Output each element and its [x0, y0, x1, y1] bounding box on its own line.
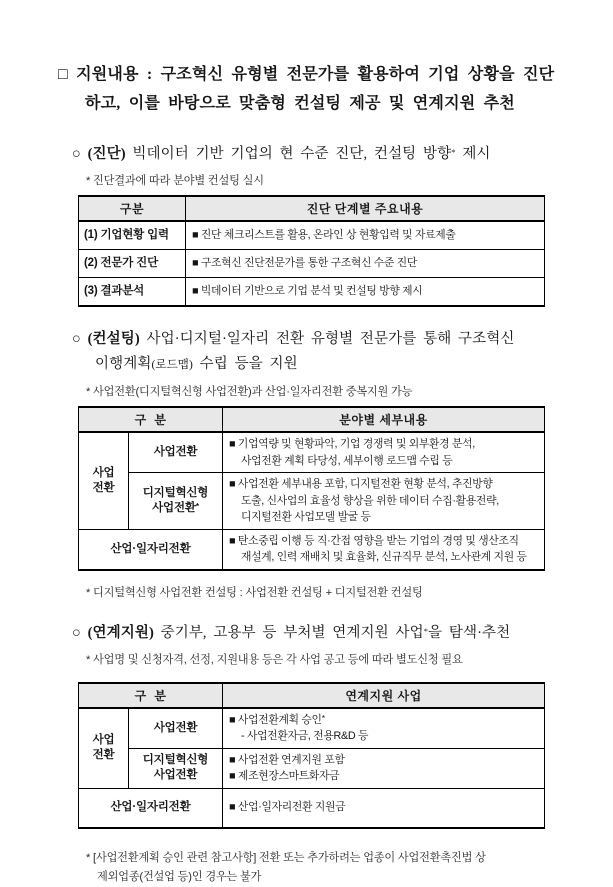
circle-bullet-icon: ○ — [72, 331, 81, 347]
row-label-line: 디지털혁신형 — [142, 754, 209, 766]
content-line: 디지털전환 사업모델 발굴 등 — [241, 511, 371, 523]
content-line: ■ 기업역량 및 현황파악, 기업 경쟁력 및 외부환경 분석, — [229, 438, 475, 450]
row-content — [223, 708, 545, 749]
footnote-linked: * 사업명 및 신청자격, 선정, 지원내용 등은 각 사업 공고 등에 따라 별도신청 필요 — [86, 653, 463, 666]
heading-consulting-line1 — [72, 327, 613, 352]
bottom-note — [86, 849, 613, 887]
table-row — [79, 708, 545, 749]
title-section — [58, 60, 573, 118]
row-content — [223, 529, 545, 570]
content-line: - 사업전환자금, 전용R&D 등 — [241, 730, 369, 742]
row-content: ■ 빅데이터 기반으로 기업 분석 및 컨설팅 방향 제시 — [186, 278, 545, 307]
linked-header-category: 구 분 — [79, 683, 223, 708]
group-label-business-transition — [79, 432, 129, 529]
heading-consulting-text: 사업·디지털·일자리 전환 유형별 전문가를 통해 구조혁신 — [139, 331, 515, 347]
content-line: 도출, 신사업의 효율성 향상을 위한 데이터 수집·활용전략, — [241, 494, 499, 507]
roadmap-paren-text: (로드맵) — [151, 359, 193, 371]
table-row — [79, 748, 545, 788]
content-line: 사업전환 계획 타당성, 세부이행 로드맵 수립 등 — [241, 454, 453, 467]
row-label-line — [131, 501, 220, 516]
content-line: 재설계, 인력 재배치 및 효율화, 신규직무 분석, 노사관계 지원 등 — [241, 551, 527, 563]
linked-table-header-row — [79, 683, 545, 708]
row-label-line: 사업전환 — [153, 769, 198, 781]
diagnosis-header-category: 구분 — [79, 196, 186, 221]
row-label: 산업·일자리전환 — [79, 529, 223, 570]
consulting-header-content: 분야별 세부내용 — [223, 407, 545, 432]
consulting-header-category: 구 분 — [79, 407, 223, 432]
table-row — [79, 250, 545, 278]
table-row — [79, 788, 545, 828]
asterisk-superscript: * — [321, 712, 325, 723]
table-row — [79, 529, 545, 570]
consulting-table-header-row — [79, 407, 545, 432]
bottom-note-line2: 제외업종(건설업 등)인 경우는 불가 — [97, 870, 262, 883]
group-label-line: 전환 — [92, 481, 115, 494]
title-text: : 구조혁신 유형별 전문가를 활용하여 기업 상황을 진단 — [138, 66, 555, 83]
asterisk-superscript: * — [195, 500, 199, 511]
row-label — [129, 473, 223, 530]
row-label: 산업·일자리전환 — [79, 788, 223, 828]
footnote-consulting-2: * 디지털혁신형 사업전환 컨설팅 : 사업전환 컨설팅 + 디지털전환 컨설팅 — [86, 586, 423, 599]
content-line: ■ 사업전환 세부내용 포함, 디지털전환 현황 분석, 추진방향 — [229, 478, 493, 490]
row-label-text: 사업전환 — [152, 501, 196, 514]
content-line: ■ 제조현장스마트화자금 — [229, 770, 340, 782]
heading-linked-text-end: 을 탐색·추천 — [428, 624, 511, 641]
row-content — [223, 432, 545, 473]
asterisk-superscript: * — [423, 625, 429, 636]
asterisk-superscript: * — [451, 147, 456, 157]
row-label-line: 디지털혁신형 — [142, 486, 209, 499]
heading-linked-support — [72, 621, 613, 646]
row-content — [223, 473, 545, 530]
linked-support-table — [78, 682, 545, 829]
heading-linked-label: (연계지원) — [87, 624, 154, 641]
content-line: ■ 사업전환 연계지원 포함 — [229, 753, 345, 766]
heading-consulting — [72, 327, 613, 378]
title-label: 지원내용 — [76, 66, 139, 83]
row-label: (1) 기업현황 입력 — [79, 221, 186, 250]
title-line1 — [58, 60, 573, 89]
heading-diagnosis-text: 빅데이터 기반 기업의 현 수준 진단, 컨설팅 방향 — [125, 146, 452, 162]
consulting-table — [78, 406, 545, 571]
heading-diagnosis-label: (진단) — [87, 146, 126, 162]
group-label-line: 전환 — [92, 749, 115, 761]
row-label: 사업전환 — [129, 708, 223, 749]
table-row — [79, 221, 545, 250]
row-content — [223, 748, 545, 788]
footnote-consulting: * 사업전환(디지털혁신형 사업전환)과 산업·일자리전환 중복지원 가능 — [86, 386, 413, 398]
group-label-line: 사업 — [92, 466, 115, 479]
linked-header-content: 연계지원 사업 — [223, 683, 545, 708]
diagnosis-table — [78, 195, 545, 307]
heading-linked-text: 중기부, 고용부 등 부처별 연계지원 사업 — [153, 624, 424, 641]
table-row — [79, 432, 545, 473]
diagnosis-table-header-row — [79, 196, 545, 221]
heading-consulting-line2-text: 이행계획 — [95, 356, 152, 372]
bottom-note-line1: * [사업전환계획 승인 관련 참고사항] 전환 또는 추가하려는 업종이 사업전환촉진법 상 — [86, 851, 486, 864]
title-line2: 하고, 이를 바탕으로 맞춤형 컨설팅 제공 및 연계지원 추천 — [85, 95, 515, 112]
row-label: (3) 결과분석 — [79, 278, 186, 307]
row-label: (2) 전문가 진단 — [79, 250, 186, 278]
content-text: ■ 사업전환계획 승인 — [229, 713, 322, 726]
circle-bullet-icon: ○ — [72, 624, 81, 641]
row-content: ■ 진단 체크리스트를 활용, 온라인 상 현황입력 및 자료제출 — [186, 221, 545, 250]
table-row — [79, 473, 545, 530]
table-row — [79, 278, 545, 307]
heading-consulting-line2 — [95, 352, 613, 378]
heading-diagnosis — [72, 142, 613, 167]
content-line: ■ 탄소중립 이행 등 직·간접 영향을 받는 기업의 경영 및 생산조직 — [229, 534, 519, 547]
footnote-diagnosis: * 진단결과에 따라 분야별 컨설팅 실시 — [86, 175, 264, 187]
content-line — [229, 712, 541, 729]
circle-bullet-icon: ○ — [72, 146, 81, 162]
group-label-line: 사업 — [92, 734, 115, 746]
row-content: ■ 산업·일자리전환 지원금 — [223, 788, 545, 828]
heading-consulting-line2-end: 수립 등을 지원 — [192, 356, 298, 372]
row-content: ■ 구조혁신 진단전문가를 통한 구조혁신 수준 진단 — [186, 250, 545, 278]
row-label — [129, 748, 223, 788]
row-label: 사업전환 — [129, 432, 223, 473]
heading-consulting-label: (컨설팅) — [87, 331, 140, 347]
square-bullet-icon: □ — [58, 66, 68, 83]
group-label-business-transition — [79, 708, 129, 789]
diagnosis-header-content: 진단 단계별 주요내용 — [186, 196, 545, 221]
heading-diagnosis-text-end: 제시 — [455, 146, 491, 162]
